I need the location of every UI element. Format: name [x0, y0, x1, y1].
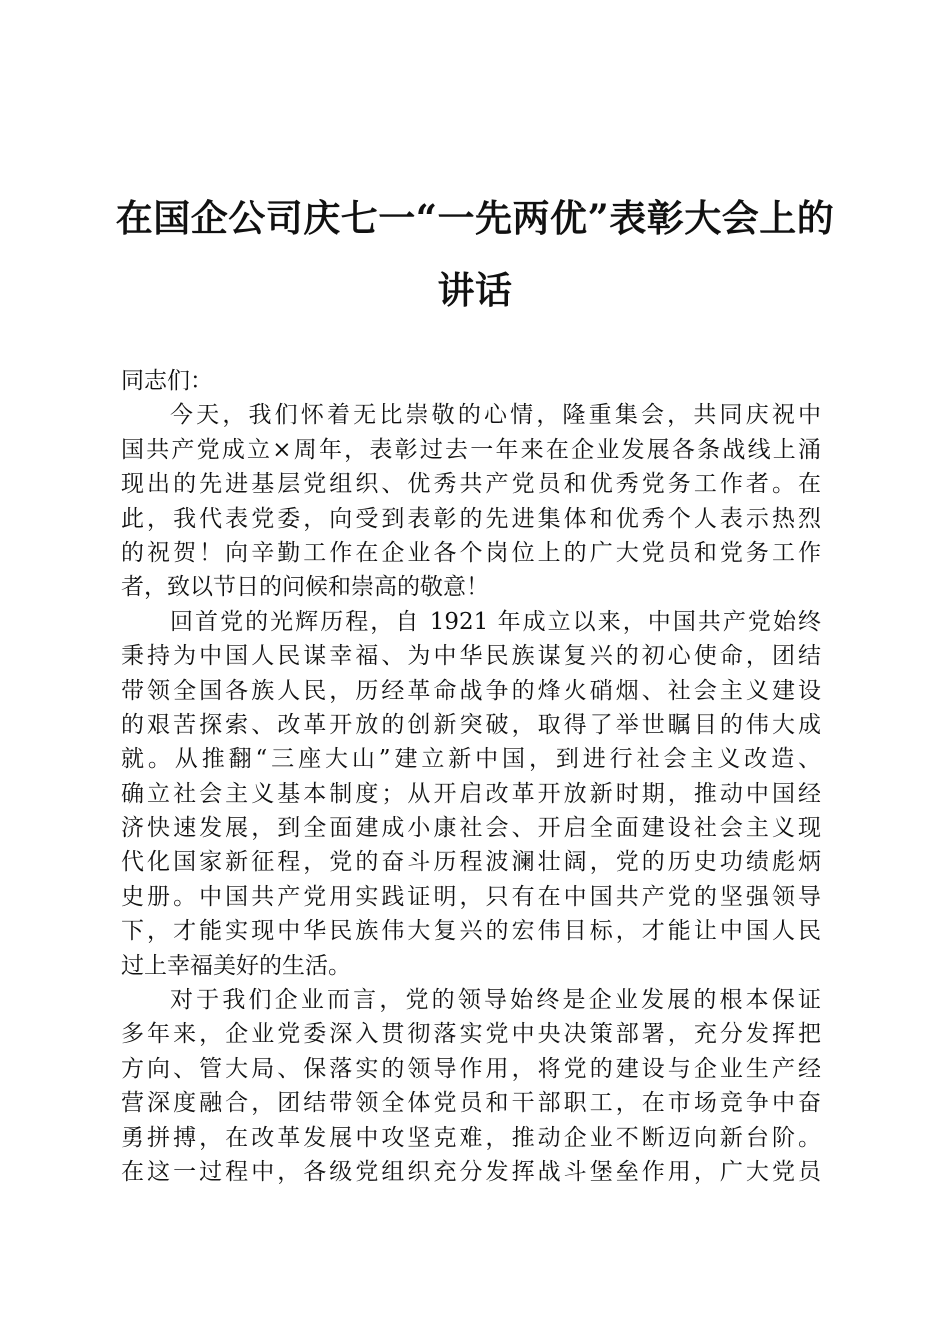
paragraph-3 [121, 983, 821, 1189]
paragraph-line: 营深度融合，团结带领全体党员和干部职工，在市场竞争中奋 [121, 1090, 821, 1117]
paragraph-line: 就。从推翻“三座大山”建立新中国，到进行社会主义改造、 [121, 746, 821, 773]
paragraph-line: 带领全国各族人民，历经革命战争的烽火硝烟、社会主义建设 [121, 677, 821, 704]
paragraph-line: 者，致以节日的问候和崇高的敬意！ [121, 574, 489, 601]
paragraph-line: 在这一过程中，各级党组织充分发挥战斗堡垒作用，广大党员 [121, 1158, 821, 1185]
paragraph-line: 国共产党成立×周年，表彰过去一年来在企业发展各条战线上涌 [121, 436, 821, 463]
paragraph-line: 确立社会主义基本制度；从开启改革开放新时期，推动中国经 [121, 780, 821, 807]
paragraph-line: 代化国家新征程，党的奋斗历程波澜壮阔，党的历史功绩彪炳 [121, 849, 821, 876]
paragraph-1 [121, 398, 821, 604]
paragraph-line: 秉持为中国人民谋幸福、为中华民族谋复兴的初心使命，团结 [121, 643, 821, 670]
paragraph-line: 回首党的光辉历程，自 1921 年成立以来，中国共产党始终 [170, 608, 821, 635]
document-body [121, 364, 821, 1189]
paragraph-line: 史册。中国共产党用实践证明，只有在中国共产党的坚强领导 [121, 883, 821, 910]
paragraph-2 [121, 605, 821, 983]
paragraph-line: 方向、管大局、保落实的领导作用，将党的建设与企业生产经 [121, 1055, 821, 1082]
paragraph-line: 过上幸福美好的生活。 [121, 952, 351, 979]
document-title-line-2: 讲话 [437, 268, 513, 312]
paragraph-line: 济快速发展，到全面建成小康社会、开启全面建设社会主义现 [121, 815, 821, 842]
paragraph-line: 现出的先进基层党组织、优秀共产党员和优秀党务工作者。在 [121, 471, 821, 498]
paragraph-line: 今天，我们怀着无比崇敬的心情，隆重集会，共同庆祝中 [170, 402, 821, 429]
paragraph-line: 的艰苦探索、改革开放的创新突破，取得了举世瞩目的伟大成 [121, 711, 821, 738]
salutation: 同志们： [121, 368, 213, 394]
paragraph-line: 的祝贺！向辛勤工作在企业各个岗位上的广大党员和党务工作 [121, 539, 821, 566]
paragraph-line: 此，我代表党委，向受到表彰的先进集体和优秀个人表示热烈 [121, 505, 821, 532]
paragraph-line: 多年来，企业党委深入贯彻落实党中央决策部署，充分发挥把 [121, 1021, 821, 1048]
document-title-line-1: 在国企公司庆七一“一先两优”表彰大会上的 [115, 196, 835, 240]
paragraph-line: 对于我们企业而言，党的领导始终是企业发展的根本保证 [170, 987, 821, 1014]
paragraph-line: 勇拼搏，在改革发展中攻坚克难，推动企业不断迈向新台阶。 [121, 1124, 821, 1151]
paragraph-line: 下，才能实现中华民族伟大复兴的宏伟目标，才能让中国人民 [121, 918, 821, 945]
